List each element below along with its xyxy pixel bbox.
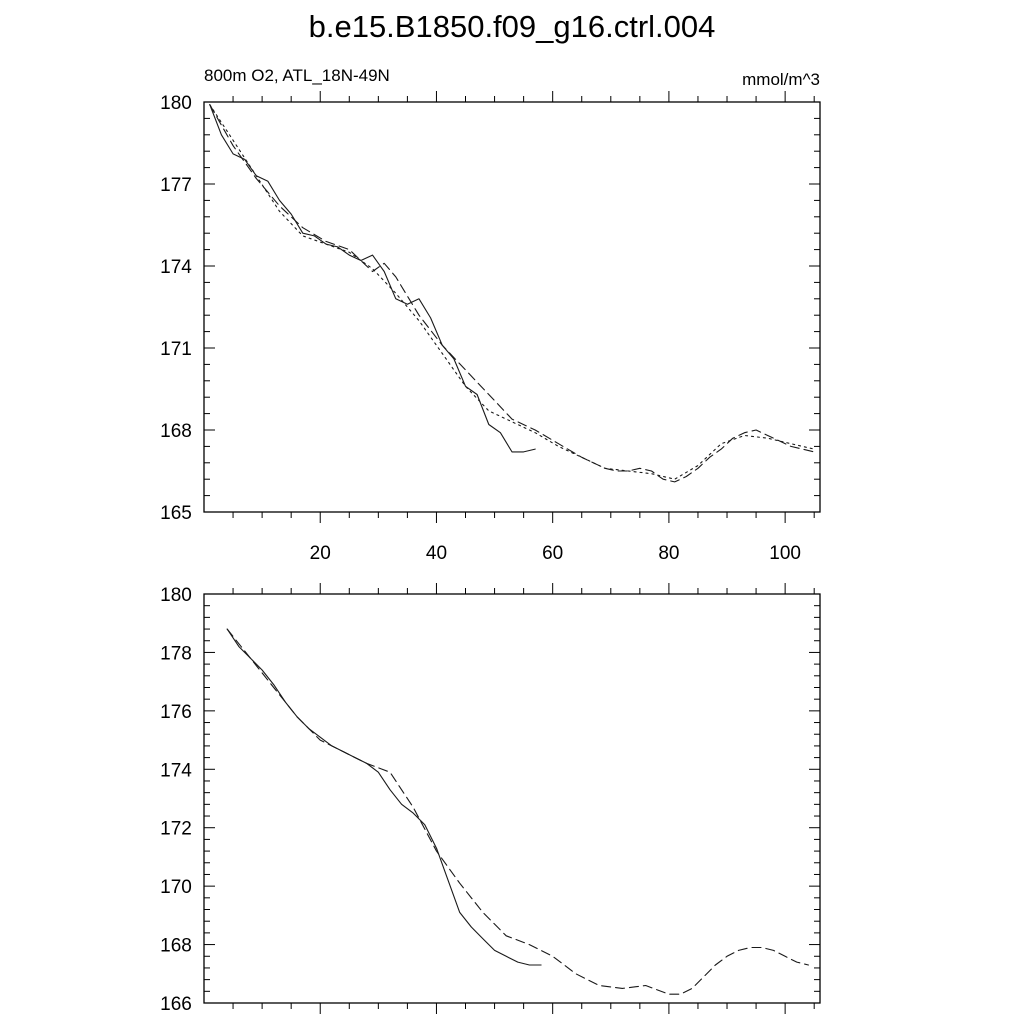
bottom-panel-ytick-label: 166 xyxy=(160,994,192,1015)
top-panel-series-solid-line xyxy=(210,105,535,452)
top-panel-ytick-label: 174 xyxy=(160,257,192,278)
top-panel-xtick-label: 100 xyxy=(769,543,801,564)
bottom-panel-ytick-label: 170 xyxy=(160,877,192,899)
top-panel-ytick-label: 177 xyxy=(160,175,192,196)
bottom-panel-series-dashed-line xyxy=(227,629,808,994)
top-panel-xtick-label: 80 xyxy=(658,543,680,564)
bottom-panel-ytick-label: 178 xyxy=(160,643,192,665)
chart-title: b.e15.B1850.f09_g16.ctrl.004 xyxy=(308,9,716,44)
top-panel-ytick-label: 168 xyxy=(160,421,192,442)
top-panel-ytick-label: 180 xyxy=(160,93,192,114)
top-panel-ytick-label: 171 xyxy=(160,339,192,360)
top-panel-series-dashed-line xyxy=(210,105,814,482)
bottom-panel-ytick-label: 174 xyxy=(160,760,192,782)
bottom-panel-ytick-label: 168 xyxy=(160,935,192,957)
units-label: mmol/m^3 xyxy=(742,70,820,89)
bottom-panel-ytick-label: 180 xyxy=(160,585,192,606)
top-panel-xtick-label: 20 xyxy=(309,543,331,564)
bottom-panel-series-solid-line xyxy=(227,629,541,965)
top-panel-series-dotted-line xyxy=(210,105,814,480)
bottom-panel-frame xyxy=(204,594,820,1003)
top-panel-frame xyxy=(204,102,820,512)
top-panel-xtick-label: 60 xyxy=(542,543,564,564)
top-panel-xtick-label: 40 xyxy=(425,543,448,564)
bottom-panel-ytick-label: 176 xyxy=(160,701,192,723)
top-panel-ytick-label: 165 xyxy=(160,503,192,524)
bottom-panel-ytick-label: 172 xyxy=(160,818,192,840)
left-string: 800m O2, ATL_18N-49N xyxy=(204,66,390,85)
